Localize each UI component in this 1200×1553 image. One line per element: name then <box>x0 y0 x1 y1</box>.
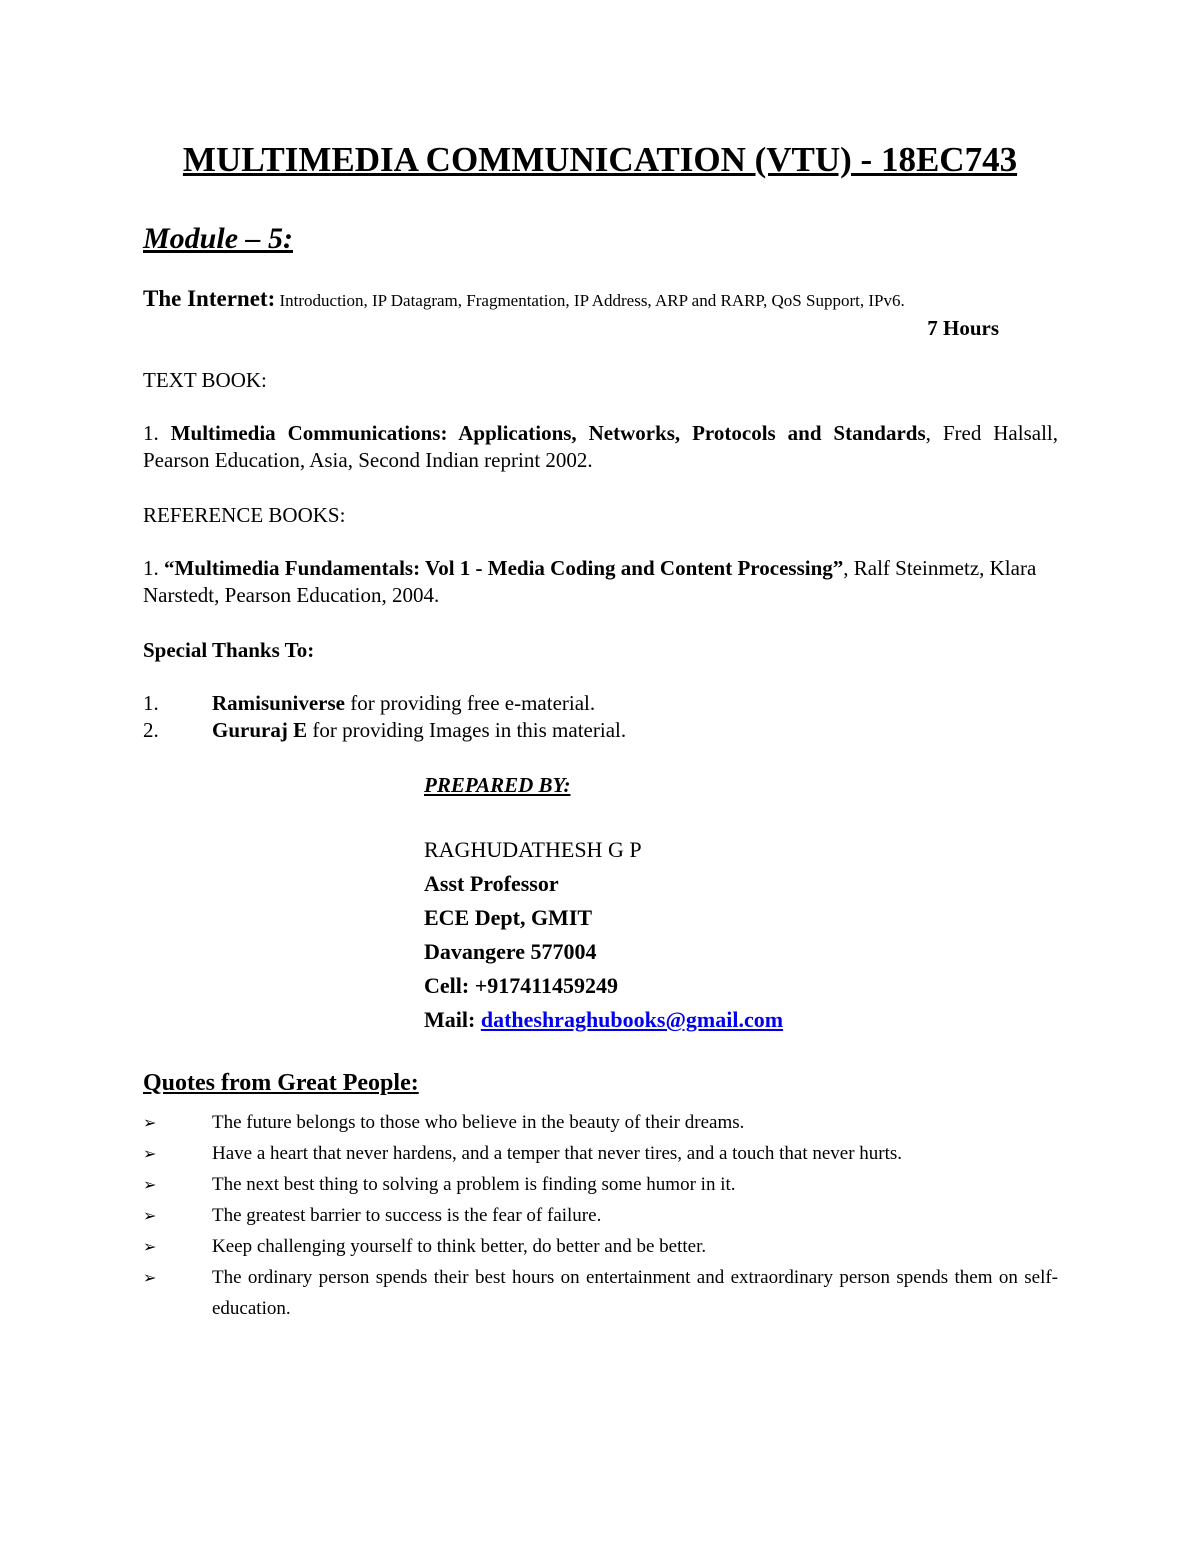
textbook-item <box>143 420 1058 474</box>
arrow-bullet-icon: ➢ <box>143 1237 157 1256</box>
author-cell: Cell: +917411459249 <box>424 973 619 998</box>
reference-number: 1. <box>143 556 159 580</box>
author-department: ECE Dept, GMIT <box>424 905 593 930</box>
list-item <box>143 1200 1058 1231</box>
reference-heading: REFERENCE BOOKS: <box>143 503 346 527</box>
arrow-bullet-icon: ➢ <box>143 1268 157 1287</box>
list-item <box>143 1262 1058 1324</box>
list-item <box>143 1107 1058 1138</box>
syllabus-topics: Introduction, IP Datagram, Fragmentation, IP Address, ARP and RARP, QoS Support, IPv6. <box>279 291 905 310</box>
document-title: MULTIMEDIA COMMUNICATION (VTU) - 18EC743 <box>182 140 1018 179</box>
thanks-name: Gururaj E <box>212 718 308 742</box>
quotes-list <box>143 1107 1058 1324</box>
prepared-by-heading: PREPARED BY: <box>424 773 571 797</box>
quote-text: Keep challenging yourself to think better, do better and be better. <box>212 1236 707 1257</box>
author-name: RAGHUDATHESH G P <box>424 837 642 862</box>
list-item <box>143 690 626 717</box>
quote-text: The greatest barrier to success is the fear of failure. <box>212 1205 602 1226</box>
thanks-number: 1. <box>143 691 159 715</box>
thanks-name: Ramisuniverse <box>212 691 345 715</box>
author-designation: Asst Professor <box>424 871 559 896</box>
author-mail-label: Mail: <box>424 1007 481 1032</box>
textbook-number: 1. <box>143 421 159 445</box>
module-heading: Module – 5: <box>143 222 293 255</box>
thanks-heading: Special Thanks To: <box>143 638 315 662</box>
reference-details: , Ralf Steinmetz, Klara Narstedt, Pearson Education, 2004. <box>143 556 1037 607</box>
textbook-title: Multimedia Communications: Applications, Networks, Protocols and Standards <box>170 421 926 445</box>
list-item <box>143 1169 1058 1200</box>
textbook-details: , Fred Halsall, Pearson Education, Asia, Second Indian reprint 2002. <box>143 421 1058 472</box>
reference-item <box>143 555 1058 609</box>
list-item <box>143 1138 1058 1169</box>
author-block <box>424 833 783 1037</box>
quotes-heading: Quotes from Great People: <box>143 1070 419 1096</box>
quote-text: The future belongs to those who believe in the beauty of their dreams. <box>212 1112 745 1133</box>
arrow-bullet-icon: ➢ <box>143 1144 157 1163</box>
list-item <box>143 1231 1058 1262</box>
quote-text: Have a heart that never hardens, and a temper that never tires, and a touch that never hurts. <box>212 1143 903 1164</box>
email-link[interactable]: datheshraghubooks@gmail.com <box>480 1007 784 1032</box>
arrow-bullet-icon: ➢ <box>143 1175 157 1194</box>
quote-text: The ordinary person spends their best hours on entertainment and extraordinary person spends them on self-education. <box>212 1267 1058 1319</box>
arrow-bullet-icon: ➢ <box>143 1206 157 1225</box>
syllabus-line <box>143 286 905 312</box>
thanks-number: 2. <box>143 718 159 742</box>
textbook-heading: TEXT BOOK: <box>143 368 267 392</box>
reference-title: “Multimedia Fundamentals: Vol 1 - Media Coding and Content Processing” <box>164 556 844 580</box>
arrow-bullet-icon: ➢ <box>143 1113 157 1132</box>
thanks-text: for providing Images in this material. <box>307 718 627 742</box>
quote-text: The next best thing to solving a problem is finding some humor in it. <box>212 1174 736 1195</box>
thanks-list <box>143 690 626 744</box>
list-item <box>143 717 626 744</box>
syllabus-label: The Internet: <box>143 286 276 311</box>
syllabus-hours: 7 Hours <box>927 316 999 340</box>
author-mail-line <box>424 1003 783 1037</box>
author-location: Davangere 577004 <box>424 939 597 964</box>
thanks-text: for providing free e-material. <box>345 691 596 715</box>
